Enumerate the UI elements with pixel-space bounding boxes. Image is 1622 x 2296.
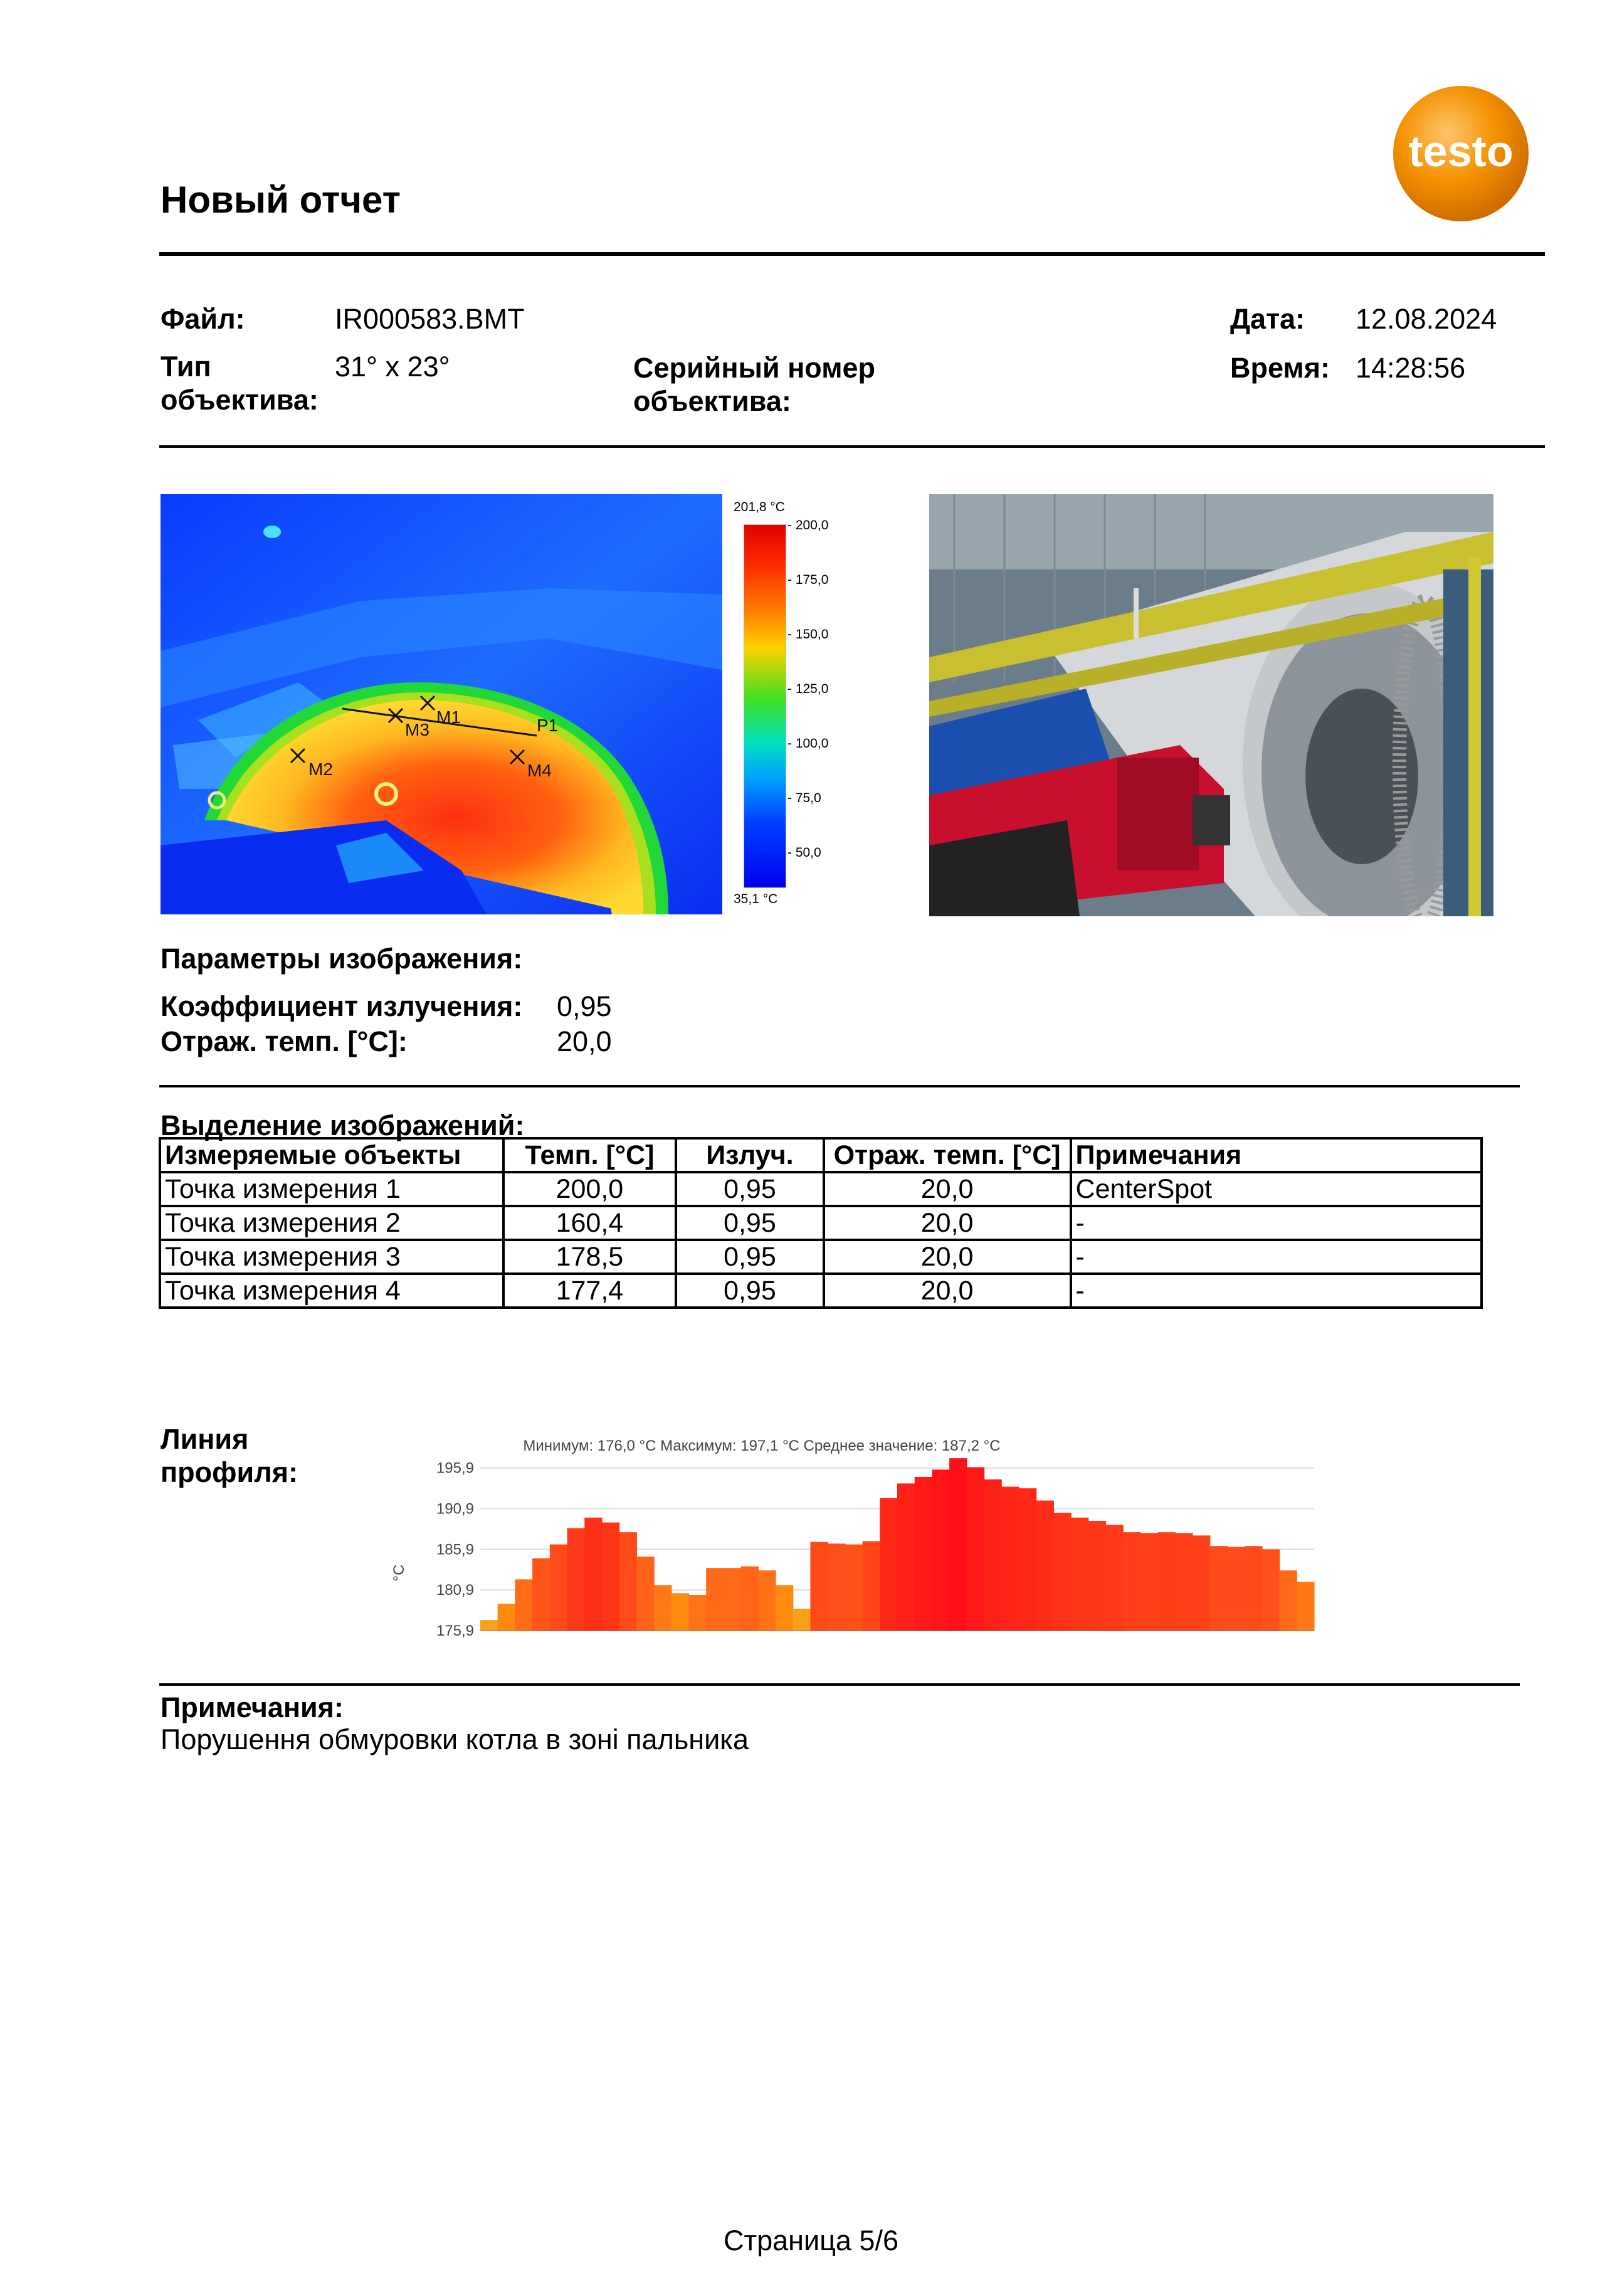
- profile-bar: [1106, 1525, 1124, 1631]
- cell-emissivity: 0,95: [676, 1274, 823, 1308]
- date-value: 12.08.2024: [1356, 303, 1497, 335]
- profile-bar: [897, 1483, 915, 1631]
- chart-ytick-label: 190,9: [436, 1500, 474, 1518]
- profile-bar: [810, 1542, 828, 1631]
- marker-m4: M4: [527, 761, 552, 780]
- cell-remark: CenterSpot: [1071, 1172, 1482, 1206]
- profile-label: [161, 1422, 298, 1489]
- profile-bar: [932, 1469, 949, 1631]
- table-header-row: [160, 1138, 1482, 1172]
- testo-logo: [1389, 82, 1533, 226]
- profile-bar: [1158, 1532, 1176, 1631]
- notes-heading: Примечания:: [161, 1691, 344, 1723]
- emissivity-label: Коэффициент излучения:: [161, 990, 523, 1022]
- profile-bar: [602, 1523, 619, 1631]
- thermal-scale-min: 35,1 °C: [734, 892, 778, 906]
- cell-refl-temp: 20,0: [824, 1172, 1071, 1206]
- col-temp: Темп. [°C]: [503, 1138, 677, 1172]
- chart-ytick-label: 175,9: [436, 1622, 474, 1639]
- profile-bar: [480, 1620, 498, 1631]
- serial-label: [633, 351, 875, 418]
- profile-bar: [949, 1458, 967, 1631]
- profile-bar: [654, 1585, 671, 1631]
- profile-bar: [793, 1609, 811, 1631]
- cell-remark: -: [1071, 1206, 1482, 1240]
- cell-object: Точка измерения 2: [160, 1206, 503, 1240]
- chart-ylabel: °C: [391, 1564, 408, 1582]
- profile-bar: [1071, 1518, 1088, 1631]
- params-divider: [159, 1085, 1520, 1087]
- profile-bar: [619, 1532, 637, 1631]
- profile-bar: [1297, 1582, 1314, 1631]
- scale-tick: - 150,0: [787, 627, 829, 642]
- profile-bar: [863, 1541, 880, 1631]
- profile-bar: [1280, 1570, 1297, 1631]
- date-label: Дата:: [1230, 303, 1305, 335]
- cell-object: Точка измерения 4: [160, 1274, 503, 1308]
- col-emissivity: Излуч.: [676, 1138, 823, 1172]
- scale-tick: - 200,0: [787, 518, 829, 532]
- serial-label-line1: Серийный номер: [633, 352, 875, 384]
- profile-bar: [1227, 1547, 1245, 1631]
- table-row: [160, 1240, 1482, 1274]
- profile-bar: [1123, 1532, 1140, 1631]
- chart-ytick-label: 185,9: [436, 1541, 474, 1558]
- cell-temp: 160,4: [503, 1206, 677, 1240]
- real-photo: [929, 494, 1493, 916]
- page-number: Страница 5/6: [723, 2225, 898, 2256]
- measurement-table: [159, 1137, 1483, 1309]
- chart-ytick-label: 180,9: [436, 1582, 474, 1599]
- lens-label: [161, 350, 319, 416]
- profile-bar: [1193, 1535, 1210, 1631]
- scale-tick: - 175,0: [787, 573, 829, 587]
- title-divider: [159, 252, 1545, 256]
- cell-temp: 200,0: [503, 1172, 677, 1206]
- profile-bar: [1036, 1501, 1054, 1631]
- cell-remark: -: [1071, 1240, 1482, 1274]
- col-refl-temp: Отраж. темп. [°C]: [824, 1138, 1071, 1172]
- profile-chart: [376, 1430, 1317, 1643]
- profile-bar: [845, 1545, 863, 1631]
- marker-m2: M2: [308, 759, 333, 779]
- table-row: [160, 1172, 1482, 1206]
- selection-heading: Выделение изображений:: [161, 1109, 525, 1141]
- lens-label-line2: объектива:: [161, 384, 319, 416]
- profile-bar: [1175, 1533, 1193, 1631]
- refl-temp-value: 20,0: [557, 1025, 612, 1057]
- file-value: IR000583.BMT: [335, 303, 525, 335]
- profile-bar: [532, 1558, 550, 1631]
- scale-tick: - 75,0: [787, 791, 821, 805]
- marker-p1: P1: [537, 716, 559, 735]
- profile-bar: [724, 1568, 741, 1631]
- scale-tick: - 50,0: [787, 845, 821, 860]
- thermal-scale-ticks: [787, 518, 844, 869]
- lens-value: 31° x 23°: [335, 351, 450, 383]
- profile-label-line1: Линия: [161, 1423, 249, 1455]
- profile-bar: [636, 1557, 654, 1631]
- profile-bar: [828, 1543, 845, 1631]
- profile-bar: [567, 1528, 585, 1631]
- refl-temp-label: Отраж. темп. [°C]:: [161, 1025, 408, 1057]
- profile-bar: [1140, 1533, 1158, 1631]
- profile-bar: [498, 1604, 515, 1631]
- cell-emissivity: 0,95: [676, 1206, 823, 1240]
- profile-bar: [758, 1570, 776, 1631]
- scale-tick: - 125,0: [787, 682, 829, 696]
- col-objects: Измеряемые объекты: [160, 1138, 503, 1172]
- time-value: 14:28:56: [1356, 352, 1466, 384]
- profile-bar: [671, 1593, 689, 1631]
- cell-emissivity: 0,95: [676, 1240, 823, 1274]
- profile-label-line2: профиля:: [161, 1456, 298, 1488]
- meta-divider: [159, 445, 1545, 448]
- chart-ytick-label: 195,9: [436, 1459, 474, 1477]
- thermal-image: [161, 494, 722, 914]
- profile-bar: [1001, 1487, 1019, 1631]
- cell-remark: -: [1071, 1274, 1482, 1308]
- profile-bar: [515, 1579, 532, 1631]
- cell-refl-temp: 20,0: [824, 1274, 1071, 1308]
- serial-label-line2: объектива:: [633, 385, 791, 417]
- marker-m3: M3: [405, 720, 429, 739]
- cell-object: Точка измерения 3: [160, 1240, 503, 1274]
- profile-bar: [1262, 1549, 1280, 1631]
- profile-bar: [1245, 1546, 1262, 1631]
- cell-temp: 178,5: [503, 1240, 677, 1274]
- marker-m1: M1: [436, 707, 461, 727]
- emissivity-value: 0,95: [557, 990, 612, 1022]
- profile-bar: [915, 1477, 932, 1631]
- profile-bar: [1210, 1546, 1228, 1631]
- profile-bar: [741, 1567, 759, 1631]
- cell-object: Точка измерения 1: [160, 1172, 503, 1206]
- table-row: [160, 1274, 1482, 1308]
- notes-text: Порушення обмуровки котла в зоні пальника: [161, 1723, 749, 1755]
- profile-bar: [550, 1545, 567, 1631]
- cell-emissivity: 0,95: [676, 1172, 823, 1206]
- profile-bar: [967, 1467, 984, 1631]
- profile-bar: [689, 1595, 707, 1631]
- logo-text: testo: [1408, 127, 1514, 176]
- page-title: Новый отчет: [161, 179, 401, 221]
- profile-bar: [1053, 1513, 1071, 1631]
- profile-divider: [159, 1683, 1520, 1686]
- profile-bar: [1088, 1521, 1106, 1631]
- profile-bar: [706, 1568, 724, 1631]
- profile-bar: [880, 1498, 897, 1631]
- file-label: Файл:: [161, 303, 245, 335]
- col-remarks: Примечания: [1071, 1138, 1482, 1172]
- cell-refl-temp: 20,0: [824, 1206, 1071, 1240]
- params-heading: Параметры изображения:: [161, 943, 523, 975]
- chart-title: Минимум: 176,0 °C Максимум: 197,1 °C Среднее значение: 187,2 °C: [523, 1437, 1001, 1454]
- profile-bar: [1019, 1488, 1036, 1631]
- cell-temp: 177,4: [503, 1274, 677, 1308]
- thermal-colorbar: [744, 524, 786, 888]
- profile-bar: [984, 1479, 1002, 1631]
- lens-label-line1: Тип: [161, 351, 211, 383]
- thermal-scale-max: 201,8 °C: [734, 500, 785, 514]
- profile-bar: [776, 1585, 793, 1631]
- profile-bar: [584, 1518, 602, 1631]
- cell-refl-temp: 20,0: [824, 1240, 1071, 1274]
- table-row: [160, 1206, 1482, 1240]
- time-label: Время:: [1230, 352, 1330, 384]
- scale-tick: - 100,0: [787, 736, 829, 751]
